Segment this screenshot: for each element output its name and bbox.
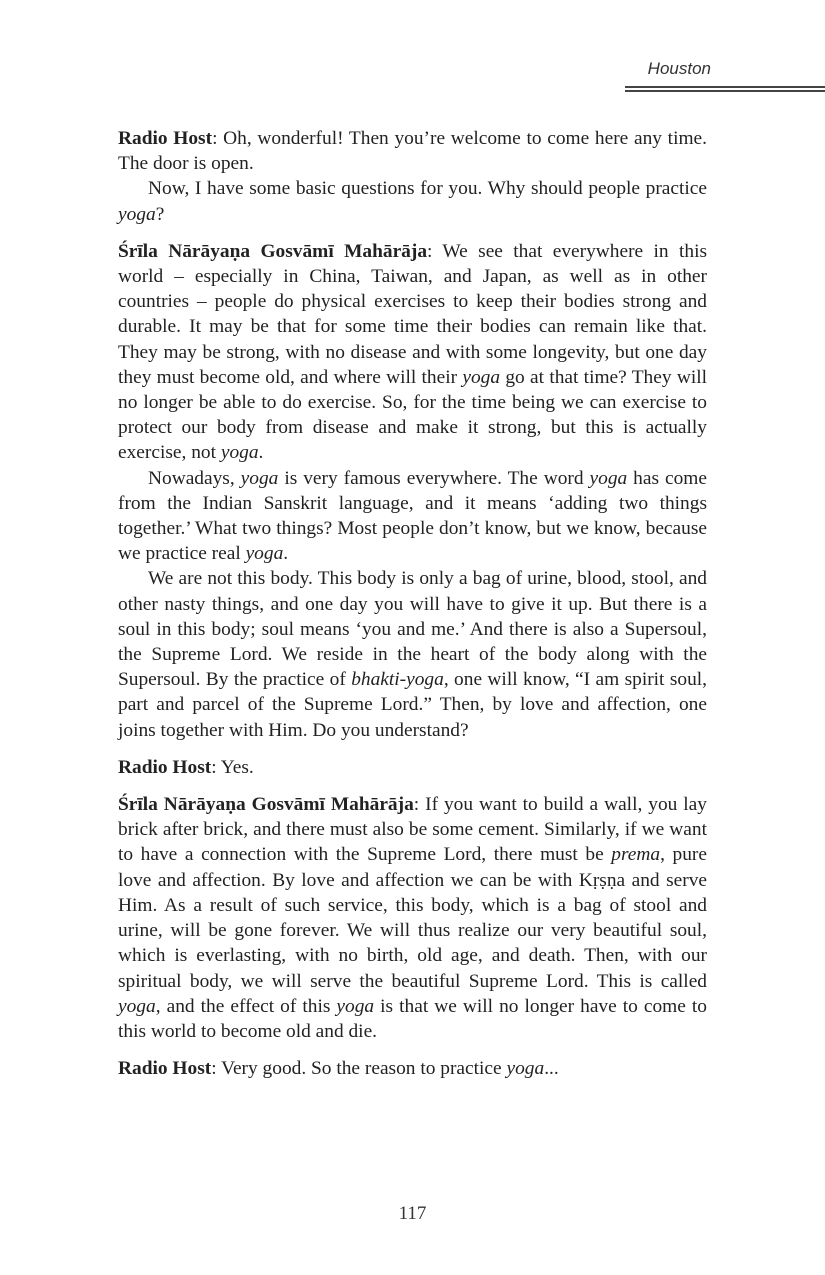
text-run: : If you want to build a wall, you lay brick after brick, and there must also be some cement. Similarly, if we want to have a connection with the Supreme Lord, there must be [118,794,707,866]
italic-term: yoga [220,442,259,464]
speaker-name: Radio Host [118,128,213,149]
header-rule-bottom [625,90,825,92]
text-run: . [258,442,264,464]
text-run: : We see that everywhere in this world – especially in China, Taiwan, and Japan, as well as in other countries – people do physical exercises to keep their bodies strong and durable. It may be that for some time their bodies can remain like that. They may be strong, with no disease and with some longevity, but one day they must become old, and where will their [118,240,707,388]
italic-term: yoga [336,995,375,1017]
body-text [118,126,707,1081]
dialogue-paragraph [118,1056,707,1081]
speaker-name: Radio Host [118,756,212,778]
text-run: , and the effect of this [155,995,337,1017]
text-run: is that we will no longer have to come to this world to become old and die. [118,995,707,1042]
text-run: : Oh, wonderful! Then you’re welcome to come here any time. The door is open. [118,128,707,175]
speaker-name: Radio Host [118,1058,212,1080]
header-rule-top [625,86,825,88]
italic-term: yoga [506,1058,545,1080]
text-run: , one will know, “I am spirit soul, part and parcel of the Supreme Lord.” Then, by love and affection, one joins together with Him. Do you understand? [118,669,708,741]
italic-term: yoga [245,543,284,565]
italic-term: yoga [240,467,279,489]
italic-term: bhakti-yoga [351,669,444,691]
paragraph [118,466,707,567]
paragraph [118,176,707,226]
italic-term: yoga [118,203,156,225]
dialogue-paragraph [118,126,707,176]
running-head-title: Houston [647,59,711,78]
speaker-name: Śrīla Nārāyaṇa Gosvāmī Mahārāja [118,240,428,262]
text-run: go at that time? They will no longer be able to do exercise. So, for the time being we can exercise to protect our body from disease and make it strong, but this is actually exercise, not [118,366,707,464]
text-run: Now, I have some basic questions for you. Why should people practice [148,178,707,200]
text-run: Nowadays, [148,467,241,489]
italic-term: yoga [118,995,156,1017]
text-run: : Very good. So the reason to practice [211,1058,507,1080]
page-number: 117 [398,1203,427,1224]
dialogue-paragraph [118,792,707,1044]
text-run: : Yes. [211,756,254,778]
text-run: is very famous everywhere. The word [278,467,590,489]
dialogue-paragraph [118,239,707,466]
italic-term: yoga [589,467,628,489]
text-run: . [283,543,289,565]
text-run: We are not this body. This body is only a bag of urine, blood, stool, and other nasty things, and one day you will have to give it up. But there is a soul in this body; soul means ‘you and me.’ And there is also a Supersoul, the Supreme Lord. We reside in the heart of the body along with the Supersoul. By the practice of [118,568,707,691]
text-run: has come from the Indian Sanskrit language, and it means ‘adding two things together.’ What two things? Most people don’t know, but we know, because we practice real [118,467,707,565]
paragraph [118,566,707,742]
speaker-name: Śrīla Nārāyaṇa Gosvāmī Mahārāja [118,794,414,816]
text-run: ? [155,203,165,225]
italic-term: yoga [462,366,501,388]
text-run: , pure love and affection. By love and affection we can be with Kṛṣṇa and serve Him. As a result of such service, this body, which is a bag of stool and urine, will be gone forever. We will thus realize our very beautiful soul, which is everlasting, with no birth, old age, and death. Then, with our spiritual body, we will serve the beautiful Supreme Lord. This is called [118,844,707,992]
dialogue-paragraph [118,755,707,780]
text-run: ... [544,1058,559,1080]
italic-term: prema [611,844,661,866]
